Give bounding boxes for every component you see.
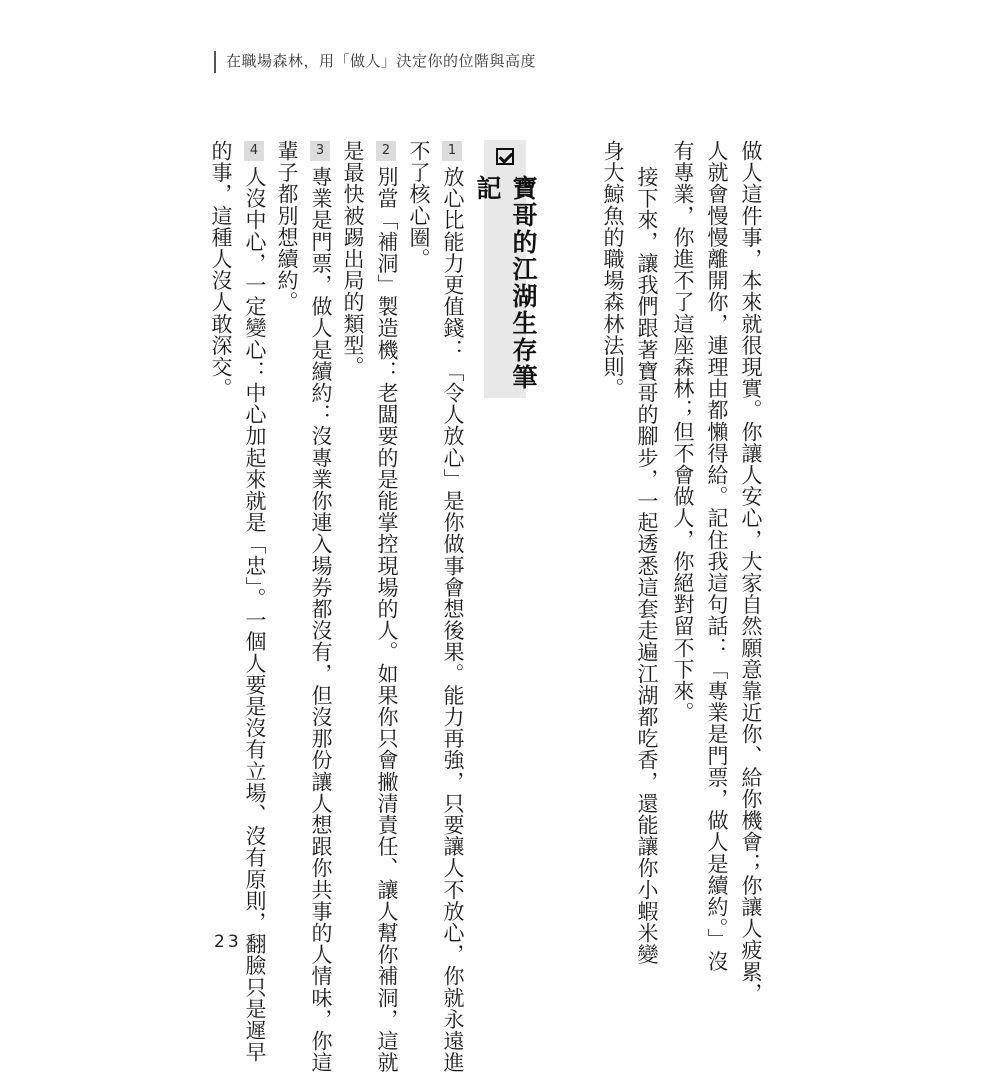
note-line: 的事，這種人沒人敢深交。 [209,140,233,400]
running-head: 在職場森林，用「做人」決定你的位階與高度 [226,52,537,70]
note-line: 是最快被踢出局的類型。 [341,140,365,378]
notes-title-box [473,140,538,398]
page-number: 23 [214,932,242,952]
note-number-badge: 2 [376,141,396,161]
body-line: 做人這件事，本來就很現實。你讓人安心，大家自然願意靠近你、給你機會；你讓人疲累， [739,140,763,1004]
note-number-badge: 4 [244,141,264,161]
note-line: 放心比能力更值錢：「令人放心」是你做事會想後果。能力再強，只要讓人不放心，你就永遠進 [441,166,465,1073]
body-line: 接下來，讓我們跟著寶哥的腳步，一起透悉這套走遍江湖都吃香，還能讓你小蝦米變 [635,166,659,966]
body-line: 人就會慢慢離開你，連理由都懶得給。記住我這句話：「專業是門票，做人是續約。」沒 [705,140,729,972]
note-line: 專業是門票，做人是續約：沒專業你連入場券都沒有，但沒那份讓人想跟你共事的人情味，你這 [309,166,333,1073]
note-line: 別當「補洞」製造機：老闆要的是能掌控現場的人。如果你只會撇清責任、讓人幫你補洞，這就 [375,166,399,1073]
running-head-rule [214,51,216,73]
note-line: 不了核心圈。 [407,140,431,270]
checkbox-icon [496,148,514,165]
note-line: 人沒中心，一定變心：中心加起來就是「忠」。一個人要是沒有立場、沒有原則，翻臉只是遲早 [243,166,267,1063]
body-line: 身大鯨魚的職場森林法則。 [601,140,625,400]
note-number-badge: 1 [442,141,462,161]
notes-title: 寶哥的江湖生存筆記 [473,174,538,391]
note-number-badge: 3 [310,141,330,161]
body-line: 有專業，你進不了這座森林；但不會做人，你絕對留不下來。 [671,140,695,724]
note-line: 輩子都別想續約。 [275,140,299,313]
